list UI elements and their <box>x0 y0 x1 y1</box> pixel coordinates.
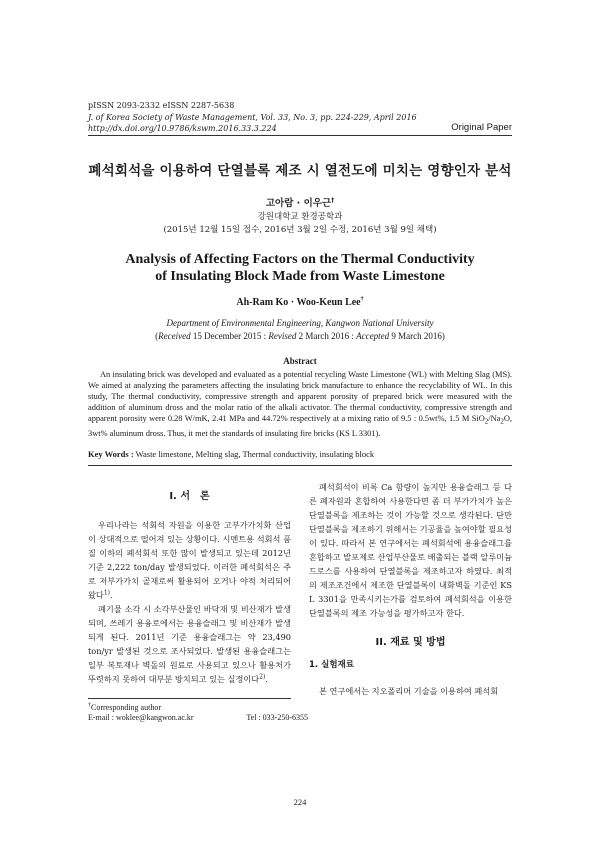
right-column <box>309 480 512 698</box>
english-title: Analysis of Affecting Factors on the Thermal Conductivity of Insulating Block Made from Waste Limestone <box>125 252 475 284</box>
page-number: 224 <box>293 797 307 807</box>
english-affiliation: Department of Environmental Engineering, Kangwon National University <box>166 318 434 328</box>
abstract-text: An insulating brick was developed and evaluated as a potential recycling Waste Limestone (WL) with Melting Slag (MS). We aimed at analyzing the parameters affecting the insulating brick manufacture to enhance the recyclability of WL. In this study, The thermal conductivity, compressive strength and apparent porosity of prepared brick were measured with the addition of aluminum dross and the molar ratio of the alkali activator. The thermal conductivity, compressive strength and apparent porosity were 0.28 W/mK, 2.41 MPa and 44.72% respectively at a mixing ratio of 9.5 : 0.5wt%, 1.5 M $SiO_2/Na_2O$, 3wt% aluminum dross. Thus, it met the standards of insulating fire bricks (KS L 3301). <box>88 370 512 438</box>
footnote-rule <box>88 698 291 699</box>
journal-citation: J. of Korea Society of Waste Management, Vol. 33, No. 3, pp. 224-229, April 2016 <box>88 112 417 122</box>
korean-affiliation: 강원대학교 환경공학과 <box>257 212 343 222</box>
body-paragraph: 본 연구에서는 지오폴리머 기술을 이용하여 폐석회 <box>319 686 499 696</box>
abstract-heading: Abstract <box>283 356 317 366</box>
korean-dates: (2015년 12월 15일 접수, 2016년 3월 2일 수정, 2016년 3월 9일 채택) <box>163 225 437 235</box>
english-authors: Ah-Ram Ko · Woo-Keun Lee† <box>236 296 364 308</box>
body-paragraph: 폐석회석이 비록 Ca 함량이 높지만 용융슬래그 등 다른 폐자원과 혼합하여 사용한다면 좀 더 부가가치가 높은 단열블록을 제조하는 것이 가능할 것으로 생각된다. 단만 단열블록을 제조하기 위해서는 기공율을 높여야할 필요성이 있다. 따라서 본 연구에서는 폐석회석에 용융슬래그를 혼합하고 발포제로 산업부산물로 배출되는 블랙 알루미늄 드로스를 사용하여 단열블록을 제조하고자 하였다. 최적의 제조조건에서 제조한 단열블록이 내화벽돌 기준인 KS L 3301을 만족시키는가를 검토하여 폐석회석을 이용한 단열블록의 제조 가능성을 평가하고자 한다. <box>309 482 512 618</box>
keywords-text: Waste limestone, Melting slag, Thermal conductivity, insulating block <box>135 449 375 459</box>
footnote-email[interactable]: E-mail : woklee@kangwon.ac.kr <box>88 713 194 722</box>
footnote-tel: Tel : 033-250-6355 <box>246 713 308 722</box>
keywords <box>88 449 512 459</box>
footnote: †Corresponding author E-mail : woklee@kangwon.ac.kr Tel : 033-250-6355 <box>88 702 308 722</box>
header-rule <box>88 135 512 136</box>
body-paragraph: 우리나라는 석회석 자원을 이용한 고부가가치화 산업이 상대적으로 떨어져 있는 상황이다. 시멘트용 석회석 품질 이하의 폐석회석 또한 많이 발생되고 있는데 2012년 기준 2,222 ton/day 발생되었다. 이러한 폐석회석은 주로 저부가가치 골재로써 활용되어 오거나 야적 처리되어 왔다$^{1)}$. <box>88 520 291 600</box>
body-paragraph: 폐기물 소각 시 소각부산물인 바닥재 및 비산재가 발생되며, 쓰레기 용융로에서는 용융슬래그 및 비산재가 발생되게 된다. 2011년 기준 용융슬래그는 약 23,490 ton/yr 발생된 것으로 조사되었다. 발생된 용융슬래그는 일부 복토재나 벽돌의 원료로 사용되고 있으나 활용처가 뚜렷하지 못하여 대부분 방치되고 있는 실정이다$^{2)}$. <box>88 604 291 684</box>
corresponding-mark: † <box>331 196 335 204</box>
paper-type-label: Original Paper <box>451 122 512 133</box>
korean-title: 폐석회석을 이용하여 단열블록 제조 시 열전도에 미치는 영향인자 분석 <box>88 163 512 179</box>
journal-info <box>88 100 417 135</box>
abstract-rule <box>88 465 512 466</box>
korean-authors: 고아람 · 이우근† <box>265 196 335 209</box>
section-heading-introduction: I. 서 론 <box>169 491 210 502</box>
subsection-heading-materials: 1. 실험재료 <box>309 660 354 670</box>
left-column <box>88 480 291 686</box>
corresponding-mark: † <box>360 296 364 303</box>
doi-link[interactable]: http://dx.doi.org/10.9786/kswm.2016.33.3.224 <box>88 124 277 133</box>
english-dates: (Received 15 December 2015 : Revised 2 March 2016 : Accepted 9 March 2016) <box>155 331 445 341</box>
keywords-label: Key Words : <box>88 449 134 459</box>
section-heading-materials-methods: II. 재료 및 방법 <box>375 637 446 648</box>
issn: pISSN 2093-2332 eISSN 2287-5638 <box>88 101 235 110</box>
